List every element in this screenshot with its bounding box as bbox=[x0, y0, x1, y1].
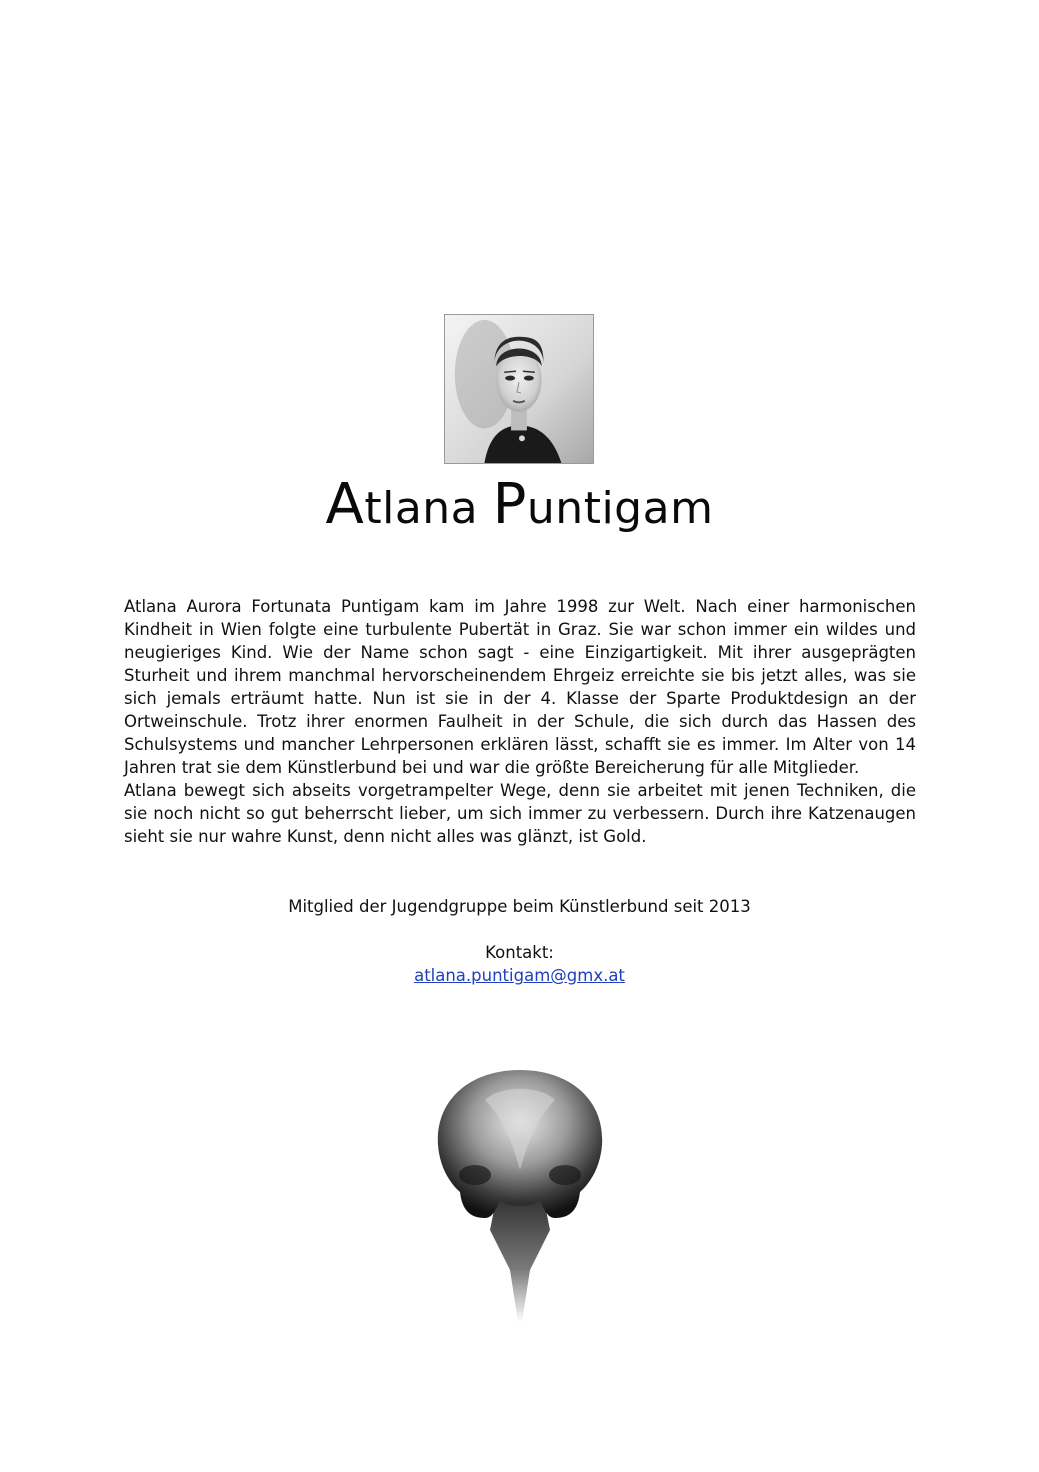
bio-paragraph-2: Atlana bewegt sich abseits vorgetrampelter Wege, denn sie arbeitet mit jenen Techniken, die sie noch nicht so gut beherrscht lieber, um sich immer zu verbessern. Durch ihre Katzenaugen sieht sie nur wahre Kunst, denn nicht alles was glänzt, ist Gold. bbox=[124, 781, 916, 846]
portrait-image bbox=[445, 315, 593, 463]
title-initial-last: P bbox=[492, 472, 527, 537]
title-first-rest: tlana bbox=[364, 483, 493, 534]
page-title bbox=[0, 472, 1039, 537]
biography bbox=[124, 595, 916, 848]
bio-paragraph-1: Atlana Aurora Fortunata Puntigam kam im Jahre 1998 zur Welt. Nach einer harmonischen Kindheit in Wien folgte eine turbulente Pubertät in Graz. Sie war schon immer ein wildes und neugieriges Kind. Wie der Name schon sagt - eine Einzigartigkeit. Mit ihrer ausgeprägten Sturheit und ihrem manchmal hervorscheinendem Ehrgeiz erreichte sie bis jetzt alles, was sie sich jemals erträumt hatte. Nun ist sie in der 4. Klasse der Sparte Produktdesign an der Ortweinschule. Trotz ihrer enormen Faulheit in der Schule, die sich durch das Hassen des Schulsystems und mancher Lehrpersonen erklären lässt, schafft sie es immer. Im Alter von 14 Jahren trat sie dem Künstlerbund bei und war die größte Bereicherung für alle Mitglieder. bbox=[124, 597, 916, 777]
title-last-rest: untigam bbox=[526, 483, 714, 534]
title-initial-first: A bbox=[325, 472, 365, 537]
skull-emblem-icon bbox=[430, 1060, 610, 1330]
email-link[interactable]: atlana.puntigam@gmx.at bbox=[414, 966, 625, 985]
portrait-photo bbox=[444, 314, 594, 464]
membership-note: Mitglied der Jugendgruppe beim Künstlerbund seit 2013 bbox=[288, 897, 751, 916]
contact-label: Kontakt: bbox=[485, 943, 554, 962]
contact-block bbox=[0, 964, 1039, 987]
